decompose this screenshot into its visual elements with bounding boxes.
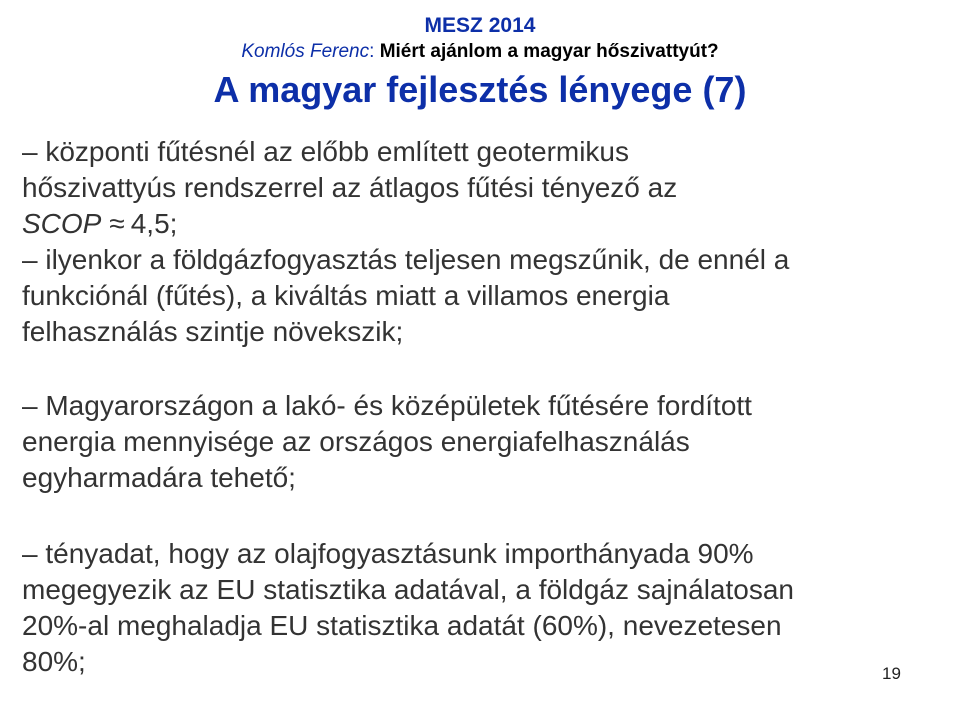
subtitle-separator: : bbox=[369, 41, 380, 62]
bullet-gas-consumption bbox=[22, 242, 922, 350]
paragraph-gap bbox=[22, 350, 922, 388]
text-line: 20%-al meghaladja EU statisztika adatát (60%), nevezetesen bbox=[22, 610, 782, 641]
approx-symbol: ≈ bbox=[109, 208, 125, 239]
page-number: 19 bbox=[882, 664, 901, 683]
author-name: Komlós Ferenc bbox=[241, 41, 370, 62]
presentation-topic: Miért ajánlom a magyar hőszivattyút? bbox=[379, 41, 719, 62]
text-line bbox=[22, 206, 922, 242]
text-line: – központi fűtésnél az előbb említett geotermikus bbox=[22, 136, 630, 167]
slide-subtitle bbox=[0, 40, 960, 64]
slide-body bbox=[22, 134, 922, 680]
text-line: energia mennyisége az országos energiafelhasználás bbox=[22, 426, 690, 457]
bullet-import-share bbox=[22, 536, 922, 680]
slide-title: A magyar fejlesztés lényege (7) bbox=[213, 69, 747, 110]
text-line: hőszivattyús rendszerrel az átlagos fűtési tényező az bbox=[22, 172, 678, 203]
scop-value: 4,5; bbox=[130, 208, 178, 239]
text-line: – Magyarországon a lakó- és középületek fűtésére fordított bbox=[22, 390, 752, 421]
text-line: 80%; bbox=[22, 646, 86, 677]
text-line: – tényadat, hogy az olajfogyasztásunk importhányada 90% bbox=[22, 538, 754, 569]
text-line: funkciónál (fűtés), a kiváltás miatt a villamos energia bbox=[22, 280, 670, 311]
text-line: felhasználás szintje növekszik; bbox=[22, 316, 404, 347]
conference-name: MESZ 2014 bbox=[424, 14, 536, 37]
bullet-building-heating bbox=[22, 388, 922, 496]
bullet-geothermal bbox=[22, 134, 922, 242]
text-line: egyharmadára tehető; bbox=[22, 462, 296, 493]
text-line: – ilyenkor a földgázfogyasztás teljesen megszűnik, de ennél a bbox=[22, 244, 790, 275]
text-line: megegyezik az EU statisztika adatával, a földgáz sajnálatosan bbox=[22, 574, 794, 605]
scop-term: SCOP bbox=[22, 208, 102, 239]
paragraph-gap bbox=[22, 496, 922, 536]
